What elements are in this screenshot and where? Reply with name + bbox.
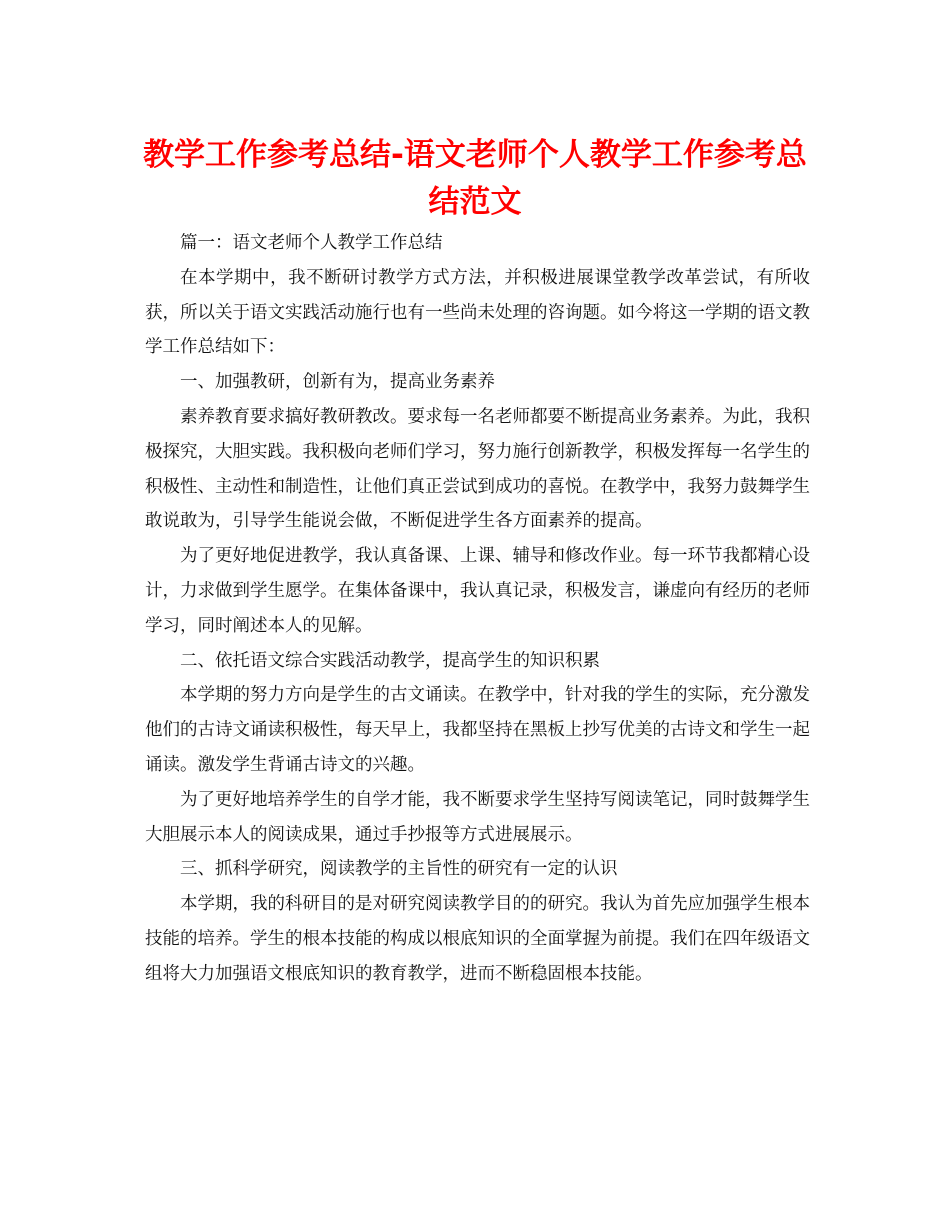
- section-heading-part-one: 篇一：语文老师个人教学工作总结: [180, 233, 443, 253]
- document-body: [145, 226, 810, 992]
- paragraph-1b: 为了更好地促进教学，我认真备课、上课、辅导和修改作业。每一环节我都精心设计，力求做到学生愿学。在集体备课中，我认真记录，积极发言，谦虚向有经历的老师学习，同时阐述本人的见解。: [145, 546, 810, 636]
- section-heading-2: 二、依托语文综合实践活动教学，提高学生的知识积累: [180, 650, 600, 671]
- document-title: 教学工作参考总结-语文老师个人教学工作参考总结范文: [143, 137, 807, 220]
- paragraph-3a: 本学期，我的科研目的是对研究阅读教学目的的研究。我认为首先应加强学生根本技能的培养。学生的根本技能的构成以根底知识的全面掌握为前提。我们在四年级语文组将大力加强语文根底知识的教育教学，进而不断稳固根本技能。: [145, 894, 810, 984]
- paragraph-1a: 素养教育要求搞好教研教改。要求每一名老师都要不断提高业务素养。为此，我积极探究，大胆实践。我积极向老师们学习，努力施行创新教学，积极发挥每一名学生的积极性、主动性和制造性，让他们真正尝试到成功的喜悦。在教学中，我努力鼓舞学生敢说敢为，引导学生能说会做，不断促进学生各方面素养的提高。: [145, 406, 810, 532]
- paragraph-2b: 为了更好地培养学生的自学才能，我不断要求学生坚持写阅读笔记，同时鼓舞学生大胆展示本人的阅读成果，通过手抄报等方式进展展示。: [145, 789, 810, 845]
- section-heading-3: 三、抓科学研究，阅读教学的主旨性的研究有一定的认识: [180, 859, 618, 880]
- paragraph-2a: 本学期的努力方向是学生的古文诵读。在教学中，针对我的学生的实际，充分激发他们的古诗文诵读积极性，每天早上，我都坚持在黑板上抄写优美的古诗文和学生一起诵读。激发学生背诵古诗文的兴趣。: [145, 685, 810, 775]
- section-heading-1: 一、加强教研，创新有为，提高业务素养: [180, 372, 495, 393]
- paragraph-intro: 在本学期中，我不断研讨教学方式方法，并积极进展课堂教学改革尝试，有所收获，所以关于语文实践活动施行也有一些尚未处理的咨询题。如今将这一学期的语文教学工作总结如下：: [145, 267, 810, 358]
